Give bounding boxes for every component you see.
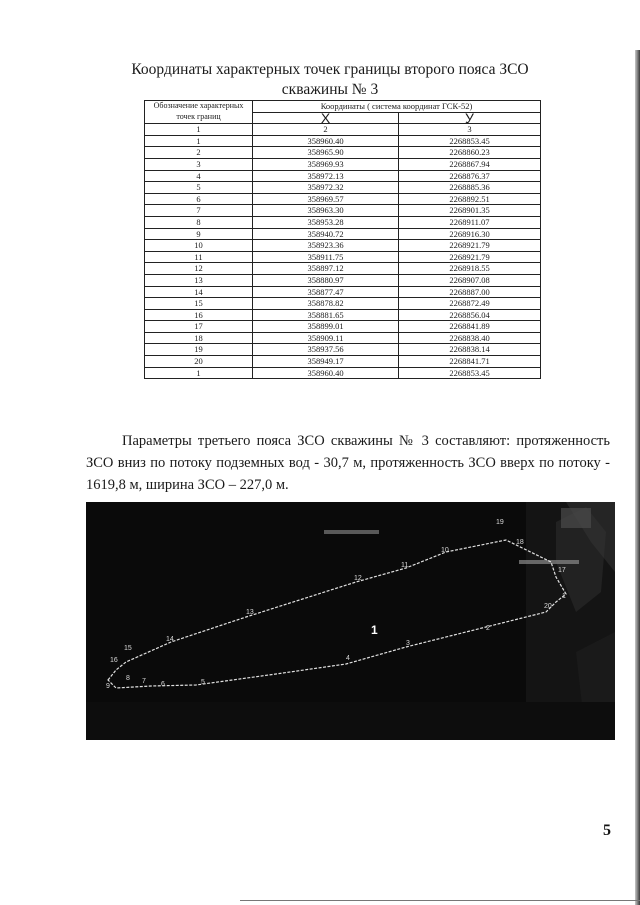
y-coordinate: 2268838.14 — [399, 344, 541, 356]
map-point-label: 7 — [142, 678, 146, 685]
table-row — [145, 286, 541, 298]
map-point-label: 1 — [562, 593, 566, 600]
table-row — [145, 216, 541, 228]
header-y: У — [399, 112, 541, 124]
table-row — [145, 356, 541, 368]
table-row — [145, 158, 541, 170]
y-coordinate: 2268921.79 — [399, 251, 541, 263]
table-row — [145, 274, 541, 286]
y-coordinate: 2268872.49 — [399, 298, 541, 310]
table-row — [145, 263, 541, 275]
coordinates-table-body — [145, 135, 541, 378]
x-coordinate: 358969.93 — [253, 158, 399, 170]
document-title — [100, 60, 560, 100]
table-row — [145, 332, 541, 344]
x-coordinate: 358877.47 — [253, 286, 399, 298]
x-coordinate: 358897.12 — [253, 263, 399, 275]
table-row — [145, 321, 541, 333]
table-row — [145, 205, 541, 217]
table-row — [145, 298, 541, 310]
x-coordinate: 358960.40 — [253, 367, 399, 379]
x-coordinate: 358949.17 — [253, 356, 399, 368]
x-coordinate: 358953.28 — [253, 216, 399, 228]
point-id: 7 — [145, 205, 253, 217]
x-coordinate: 358960.40 — [253, 135, 399, 147]
point-id: 12 — [145, 263, 253, 275]
coordinates-table — [144, 100, 541, 379]
y-coordinate: 2268916.30 — [399, 228, 541, 240]
point-id: 15 — [145, 298, 253, 310]
map-point-label: 18 — [516, 539, 524, 546]
header-x: X — [253, 112, 399, 124]
y-coordinate: 2268841.89 — [399, 321, 541, 333]
y-coordinate: 2268885.36 — [399, 182, 541, 194]
point-id: 4 — [145, 170, 253, 182]
x-coordinate: 358965.90 — [253, 147, 399, 159]
point-id: 20 — [145, 356, 253, 368]
y-coordinate: 2268887.00 — [399, 286, 541, 298]
y-coordinate: 2268907.08 — [399, 274, 541, 286]
x-coordinate: 358969.57 — [253, 193, 399, 205]
table-row — [145, 193, 541, 205]
x-coordinate: 358972.32 — [253, 182, 399, 194]
page-number: 5 — [603, 822, 611, 839]
y-coordinate: 2268853.45 — [399, 367, 541, 379]
map-point-label: 2 — [486, 625, 490, 632]
y-coordinate: 2268838.40 — [399, 332, 541, 344]
table-row — [145, 240, 541, 252]
map-point-label: 14 — [166, 636, 174, 643]
map-point-label: 6 — [161, 681, 165, 688]
title-line-1: Координаты характерных точек границы второго пояса ЗСО — [131, 61, 529, 78]
y-coordinate: 2268841.71 — [399, 356, 541, 368]
x-coordinate: 358937.56 — [253, 344, 399, 356]
zone-parameters-paragraph — [86, 430, 610, 496]
point-id: 5 — [145, 182, 253, 194]
table-row — [145, 228, 541, 240]
map-center-label: 1 — [371, 623, 378, 637]
map-point-label: 9 — [106, 683, 110, 690]
point-id: 1 — [145, 135, 253, 147]
table-row — [145, 182, 541, 194]
table-row — [145, 309, 541, 321]
y-coordinate: 2268892.51 — [399, 193, 541, 205]
point-id: 10 — [145, 240, 253, 252]
y-coordinate: 2268918.55 — [399, 263, 541, 275]
x-coordinate: 358911.75 — [253, 251, 399, 263]
header-point-designation: Обозначение характерных точек границ — [145, 101, 253, 124]
point-id: 16 — [145, 309, 253, 321]
paragraph-text: Параметры третьего пояса ЗСО скважины № 3 составляют: протяженность ЗСО вниз по потоку подземных вод - 30,7 м, протяженность ЗСО вверх по потоку - 1619,8 м, ширина ЗСО – 227,0 м. — [86, 433, 610, 493]
map-point-label: 5 — [201, 679, 205, 686]
y-coordinate: 2268901.35 — [399, 205, 541, 217]
table-row — [145, 344, 541, 356]
map-point-label: 10 — [441, 547, 449, 554]
scan-bottom-line — [240, 900, 640, 901]
y-coordinate: 2268911.07 — [399, 216, 541, 228]
y-coordinate: 2268856.04 — [399, 309, 541, 321]
map-point-label: 20 — [544, 603, 552, 610]
point-id: 9 — [145, 228, 253, 240]
map-point-label: 15 — [124, 645, 132, 652]
point-id: 14 — [145, 286, 253, 298]
y-coordinate: 2268853.45 — [399, 135, 541, 147]
header-coordinates: Координаты ( система координат ГСК-52) — [253, 101, 541, 113]
map-point-label: 11 — [401, 562, 409, 569]
y-coordinate: 2268860.23 — [399, 147, 541, 159]
x-coordinate: 358909.11 — [253, 332, 399, 344]
x-coordinate: 358940.72 — [253, 228, 399, 240]
title-line-2: скважины № 3 — [281, 81, 379, 98]
x-coordinate: 358878.82 — [253, 298, 399, 310]
map-point-label: 4 — [346, 655, 350, 662]
point-id: 11 — [145, 251, 253, 263]
x-coordinate: 358972.13 — [253, 170, 399, 182]
point-id: 17 — [145, 321, 253, 333]
y-coordinate: 2268876.37 — [399, 170, 541, 182]
map-point-label: 19 — [496, 519, 504, 526]
x-coordinate: 358963.30 — [253, 205, 399, 217]
x-coordinate: 358881.65 — [253, 309, 399, 321]
point-id: 1 — [145, 367, 253, 379]
point-id: 6 — [145, 193, 253, 205]
map-point-label: 8 — [126, 675, 130, 682]
x-coordinate: 358899.01 — [253, 321, 399, 333]
point-id: 18 — [145, 332, 253, 344]
zone-map-svg — [86, 502, 615, 740]
point-id: 19 — [145, 344, 253, 356]
map-point-label: 16 — [110, 657, 118, 664]
point-id: 13 — [145, 274, 253, 286]
table-row — [145, 170, 541, 182]
y-coordinate: 2268921.79 — [399, 240, 541, 252]
x-coordinate: 358923.36 — [253, 240, 399, 252]
table-row — [145, 367, 541, 379]
table-row — [145, 147, 541, 159]
x-coordinate: 358880.97 — [253, 274, 399, 286]
point-id: 3 — [145, 158, 253, 170]
map-point-label: 3 — [406, 640, 410, 647]
col-number-3: 3 — [399, 124, 541, 136]
map-point-label: 17 — [558, 567, 566, 574]
scan-edge-shadow — [635, 50, 640, 905]
zone-map-image — [86, 502, 615, 740]
point-id: 2 — [145, 147, 253, 159]
map-point-label: 13 — [246, 609, 254, 616]
map-point-label: 12 — [354, 575, 362, 582]
table-row — [145, 135, 541, 147]
col-number-1: 1 — [145, 124, 253, 136]
y-coordinate: 2268867.94 — [399, 158, 541, 170]
col-number-2: 2 — [253, 124, 399, 136]
point-id: 8 — [145, 216, 253, 228]
table-row — [145, 251, 541, 263]
